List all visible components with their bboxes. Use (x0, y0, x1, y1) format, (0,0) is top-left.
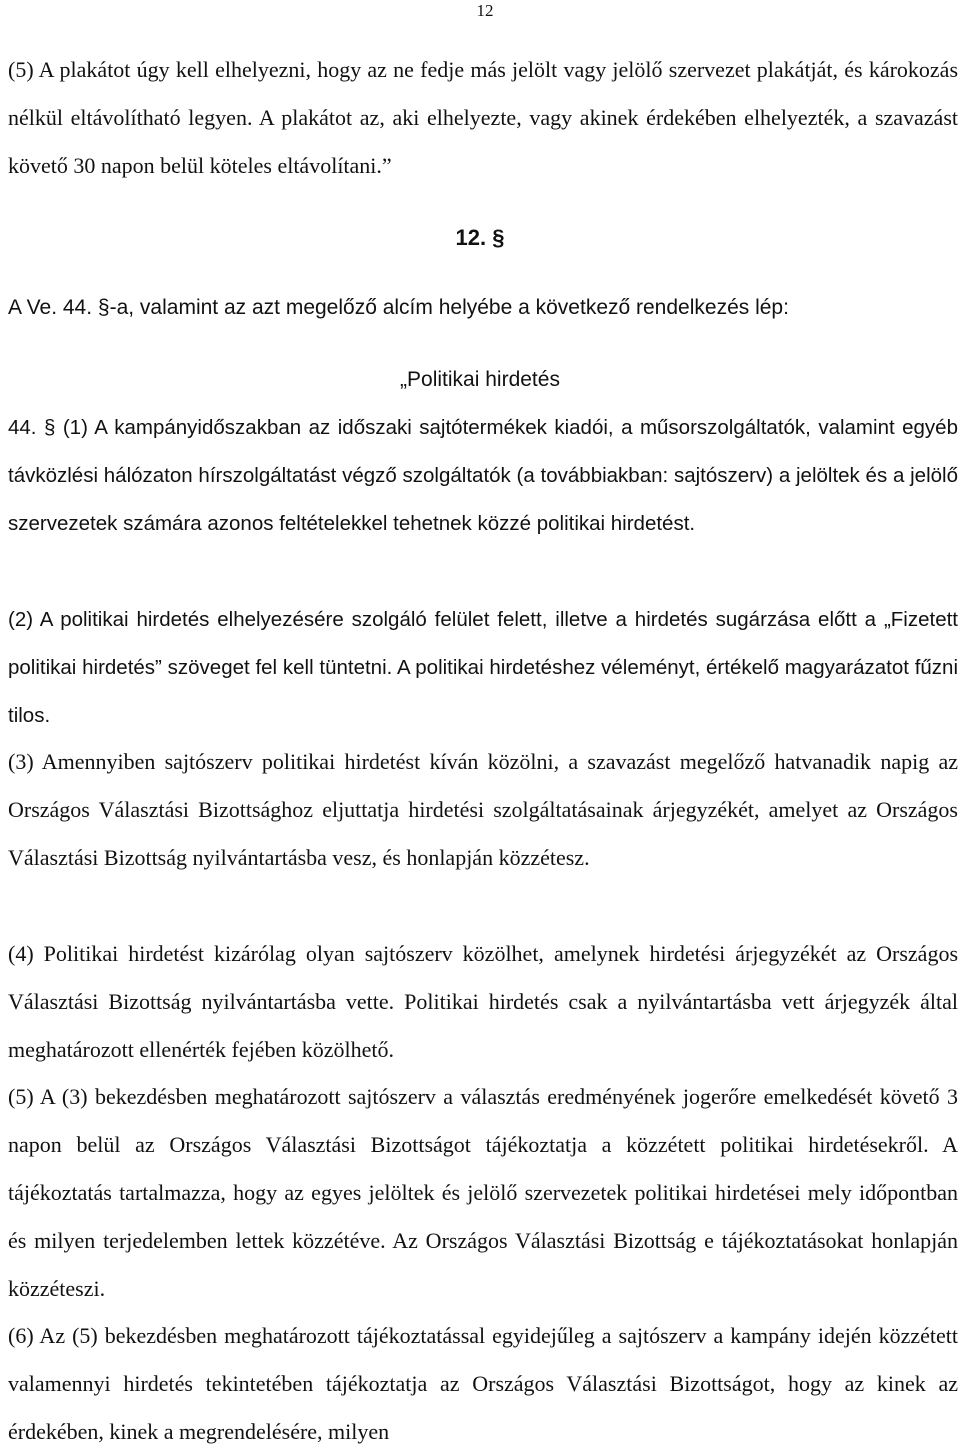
paragraph-44-1: 44. § (1) A kampányidőszakban az időszaki sajtótermékek kiadói, a műsorszolgáltatók, valamint egyéb távközlési hálózaton hírszolgáltatást végző szolgáltatók (a továbbiakban: sajtószerv) a jelöltek és a jelölő szervezetek számára azonos feltételekkel tehetnek közzé politikai hirdetést. (8, 416, 958, 535)
paragraph-44-5: (5) A (3) bekezdésben meghatározott sajtószerv a választás eredményének jogerőre emelkedését követő 3 napon belül az Országos Választási Bizottságot tájékoztatja a közzétett politikai hirdetésekről. A tájékoztatás tartalmazza, hogy az egyes jelöltek és jelölő szervezetek politikai hirdetései mely időpontban és milyen terjedelemben lettek közzétéve. Az Országos Választási Bizottság e tájékoztatásokat honlapján közzéteszi. (8, 1084, 958, 1301)
paragraph-44-4: (4) Politikai hirdetést kizárólag olyan sajtószerv közölhet, amelynek hirdetési árjegyzékét az Országos Választási Bizottság nyilvántartásba vette. Politikai hirdetés csak a nyilvántartásba vett árjegyzék által meghatározott ellenérték fejében közölhető. (8, 941, 958, 1062)
section-heading: 12. § (455, 225, 505, 250)
amendment-text: A Ve. 44. §-a, valamint az azt megelőző alcím helyébe a következő rendelkezés lép: (8, 296, 789, 319)
intro-paragraph: (5) A plakátot úgy kell elhelyezni, hogy az ne fedje más jelölt vagy jelölő szervezet plakátját, és károkozás nélkül eltávolítható legyen. A plakátot az, aki elhelyezte, vagy akinek érdekében elhelyezték, a szavazást követő 30 napon belül köteles eltávolítani.” (8, 57, 958, 178)
paragraph-44-6: (6) Az (5) bekezdésben meghatározott tájékoztatással egyidejűleg a sajtószerv a kampány idején közzétett valamennyi hirdetés tekintetében tájékoztatja az Országos Választási Bizottságot, hogy az kinek az érdekében, kinek a megrendelésére, milyen (8, 1323, 958, 1444)
page-number: 12 (476, 1, 494, 20)
paragraph-44-3: (3) Amennyiben sajtószerv politikai hirdetést kíván közölni, a szavazást megelőző hatvanadik napig az Országos Választási Bizottsághoz eljuttatja hirdetési szolgáltatásainak árjegyzékét, amelyet az Országos Választási Bizottság nyilvántartásba vesz, és honlapján közzétesz. (8, 749, 958, 870)
subtitle: „Politikai hirdetés (400, 368, 560, 391)
paragraph-44-2: (2) A politikai hirdetés elhelyezésére szolgáló felület felett, illetve a hirdetés sugárzása előtt a „Fizetett politikai hirdetés” szöveget fel kell tüntetni. A politikai hirdetéshez véleményt, értékelő magyarázatot fűzni tilos. (8, 608, 958, 727)
